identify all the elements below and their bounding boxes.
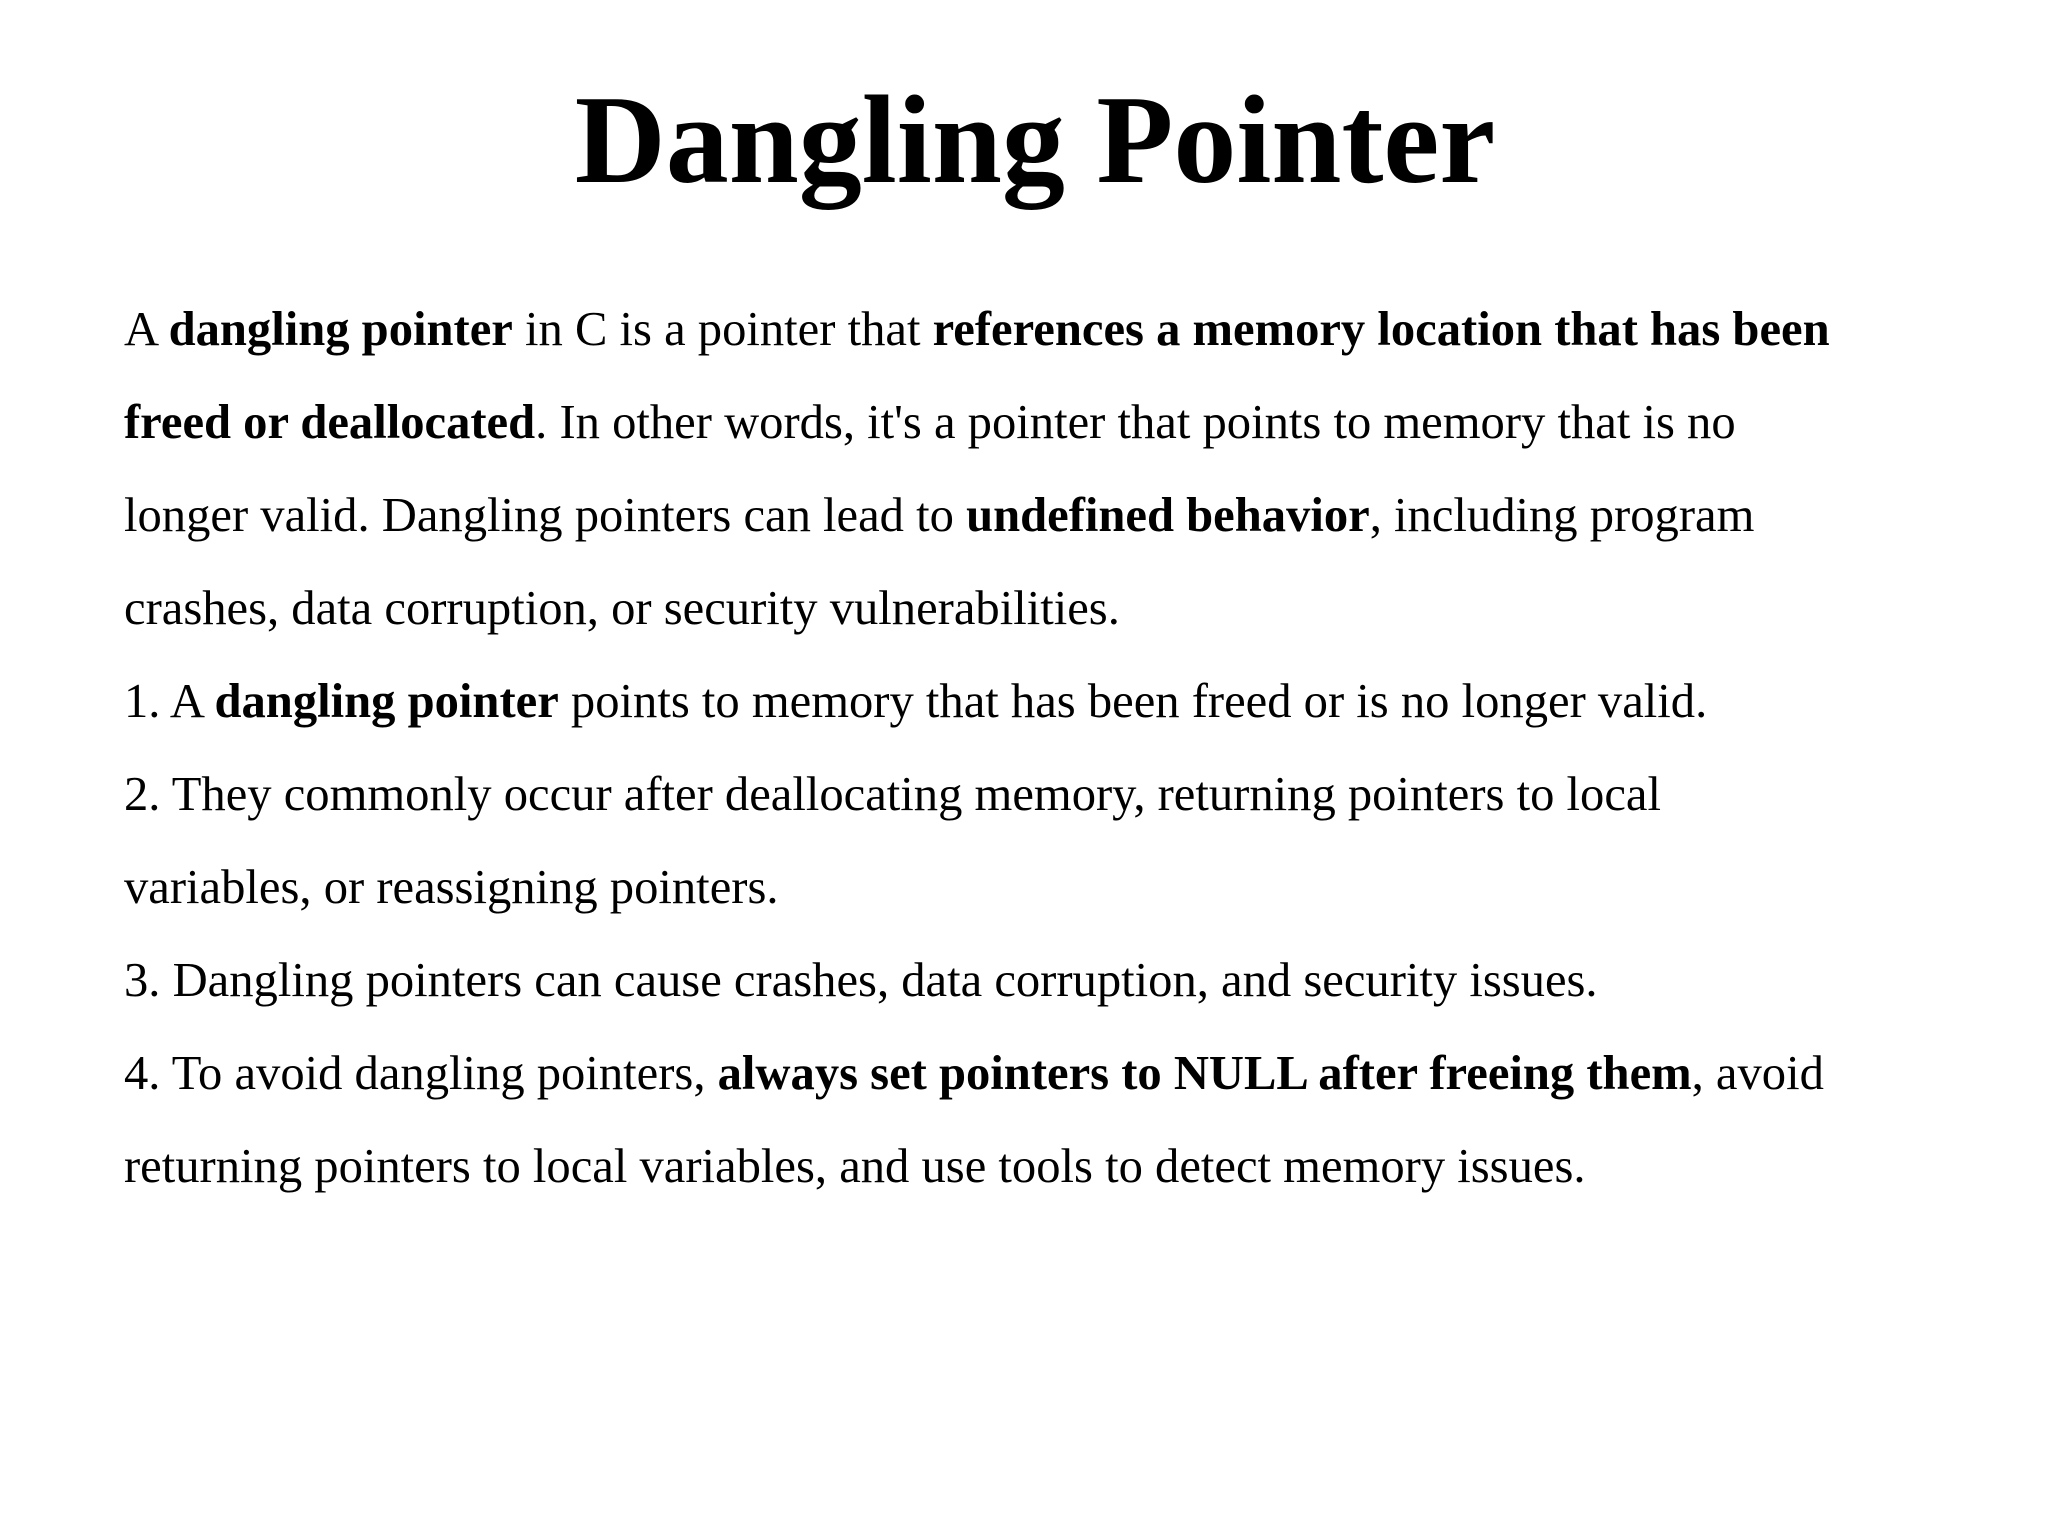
intro-bold-term: dangling pointer xyxy=(168,302,513,356)
intro-text: longer valid. Dangling pointers can lead to xyxy=(124,488,967,542)
intro-line-2 xyxy=(124,376,1964,469)
intro-line-4 xyxy=(124,562,1964,655)
point-text: 3. Dangling pointers can cause crashes, data corruption, and security issues. xyxy=(124,953,1598,1007)
intro-bold-definition-cont: freed or deallocated xyxy=(124,395,536,449)
intro-text: crashes, data corruption, or security vulnerabilities. xyxy=(124,581,1120,635)
intro-text: , including program xyxy=(1369,488,1755,542)
point-text: points to memory that has been freed or is no longer valid. xyxy=(558,674,1708,728)
point-text: , avoid xyxy=(1691,1046,1824,1100)
point-bold-advice: always set pointers to NULL after freeing them xyxy=(717,1046,1692,1100)
intro-line-1 xyxy=(124,283,1964,376)
point-4-line-2 xyxy=(124,1120,1964,1213)
point-text: 1. A xyxy=(124,674,215,728)
point-text: 2. They commonly occur after deallocating memory, returning pointers to local xyxy=(124,767,1661,821)
point-1 xyxy=(124,655,1964,748)
point-2-line-2 xyxy=(124,841,1964,934)
point-text: 4. To avoid dangling pointers, xyxy=(124,1046,718,1100)
slide-body xyxy=(124,283,1964,1213)
intro-line-3 xyxy=(124,469,1964,562)
intro-bold-definition: references a memory location that has been xyxy=(932,302,1830,356)
point-text: variables, or reassigning pointers. xyxy=(124,860,779,914)
point-text: returning pointers to local variables, and use tools to detect memory issues. xyxy=(124,1139,1586,1193)
point-bold-term: dangling pointer xyxy=(214,674,559,728)
intro-text: A xyxy=(124,302,169,356)
intro-text: in C is a pointer that xyxy=(512,302,933,356)
intro-text: . In other words, it's a pointer that points to memory that is no xyxy=(535,395,1736,449)
intro-bold-undefined-behavior: undefined behavior xyxy=(966,488,1370,542)
point-2-line-1 xyxy=(124,748,1964,841)
slide-title: Dangling Pointer xyxy=(574,71,1496,210)
point-4-line-1 xyxy=(124,1027,1964,1120)
point-3 xyxy=(124,934,1964,1027)
